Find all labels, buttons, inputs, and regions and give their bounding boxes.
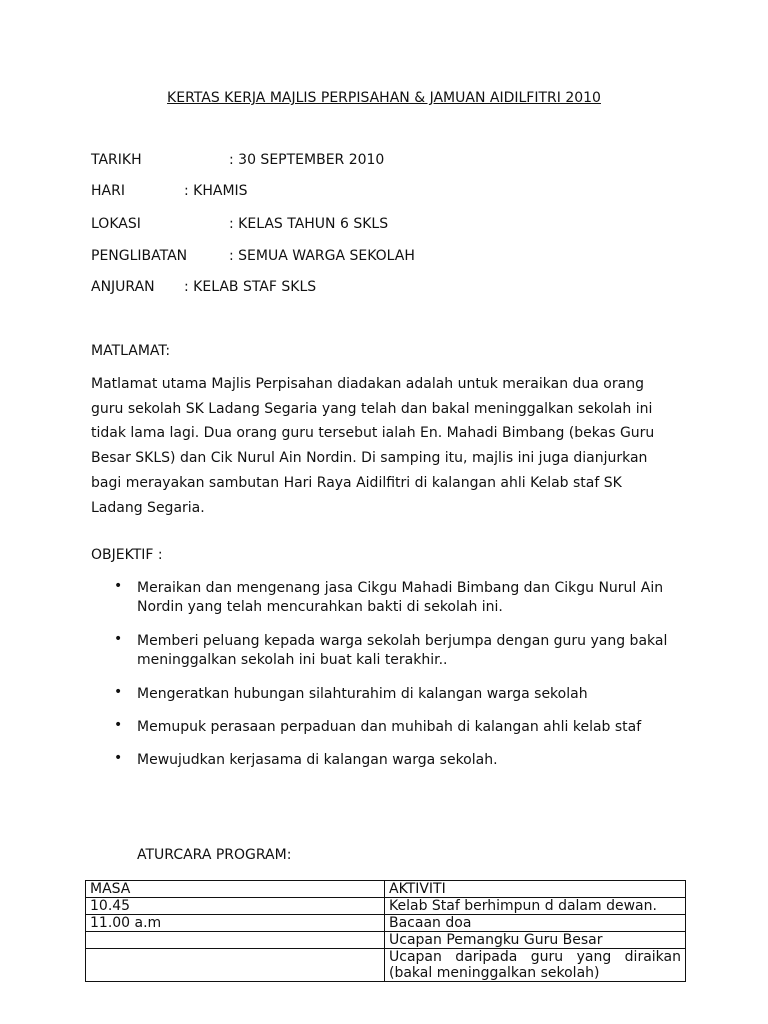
paragraph-line: Besar SKLS) dan Cik Nurul Ain Nordin. Di samping itu, majlis ini juga dianjurkan: [91, 450, 648, 467]
info-label-tarikh: TARIKH: [91, 152, 142, 168]
table-row: [86, 915, 686, 932]
info-label-anjuran: ANJURAN: [91, 279, 155, 295]
table-cell: Kelab Staf berhimpun d dalam dewan.: [385, 898, 686, 915]
info-label-penglibatan: PENGLIBATAN: [91, 248, 188, 264]
bullet-icon: •: [114, 631, 123, 647]
list-item-line: Memupuk perasaan perpaduan dan muhibah di kalangan ahli kelab staf: [137, 719, 642, 735]
matlamat-heading: MATLAMAT:: [91, 343, 171, 359]
list-item-line: Memberi peluang kepada warga sekolah berjumpa dengan guru yang bakal: [137, 633, 668, 649]
list-item: [137, 718, 641, 737]
list-item: [137, 685, 588, 704]
table-cell: 10.45: [86, 898, 385, 915]
table-row: [86, 932, 686, 949]
table-header-cell: AKTIVITI: [385, 881, 686, 898]
info-label-hari: HARI: [91, 183, 125, 199]
table-cell: [385, 949, 686, 982]
schedule-table: [85, 880, 686, 982]
list-item: [137, 751, 498, 770]
info-value-penglibatan: : SEMUA WARGA SEKOLAH: [229, 248, 415, 264]
table-cell: [86, 932, 385, 949]
table-cell: Ucapan Pemangku Guru Besar: [385, 932, 686, 949]
list-item: [137, 632, 667, 670]
paragraph-line: Matlamat utama Majlis Perpisahan diadakan adalah untuk meraikan dua orang: [91, 376, 644, 392]
table-header-cell: MASA: [86, 881, 385, 898]
document-title: KERTAS KERJA MAJLIS PERPISAHAN & JAMUAN AIDILFITRI 2010: [167, 90, 601, 106]
list-item-line: Mengeratkan hubungan silahturahim di kalangan warga sekolah: [137, 686, 588, 702]
bullet-icon: •: [114, 578, 123, 594]
paragraph-line: Ladang Segaria.: [91, 499, 205, 516]
list-item-line: Meraikan dan mengenang jasa Cikgu Mahadi Bimbang dan Cikgu Nurul Ain: [137, 580, 664, 596]
bullet-icon: •: [114, 684, 123, 700]
info-label-lokasi: LOKASI: [91, 216, 141, 232]
paragraph-line: bagi merayakan sambutan Hari Raya Aidilfitri di kalangan ahli Kelab staf SK: [91, 474, 622, 491]
paragraph-line: tidak lama lagi. Dua orang guru tersebut ialah En. Mahadi Bimbang (bekas Guru: [91, 425, 655, 442]
list-item: [137, 579, 663, 617]
aturcara-heading: ATURCARA PROGRAM:: [137, 847, 292, 863]
table-cell: [86, 949, 385, 982]
cell-line: Ucapan daripada guru yang diraikan: [389, 949, 681, 965]
paragraph-line: guru sekolah SK Ladang Segaria yang telah dan bakal meninggalkan sekolah ini: [91, 400, 653, 417]
cell-line: (bakal meninggalkan sekolah): [389, 965, 600, 981]
table-header-row: [86, 881, 686, 898]
info-value-lokasi: : KELAS TAHUN 6 SKLS: [229, 216, 389, 232]
table-row: [86, 949, 686, 982]
objektif-heading: OBJEKTIF :: [91, 547, 163, 563]
bullet-icon: •: [114, 750, 123, 766]
matlamat-paragraph: [91, 372, 691, 520]
list-item-line: Nordin yang telah mencurahkan bakti di sekolah ini.: [137, 599, 503, 615]
info-value-hari: : KHAMIS: [184, 183, 248, 199]
bullet-icon: •: [114, 717, 123, 733]
table-row: [86, 898, 686, 915]
list-item-line: meninggalkan sekolah ini buat kali terakhir..: [137, 652, 448, 668]
list-item-line: Mewujudkan kerjasama di kalangan warga sekolah.: [137, 752, 498, 768]
info-value-tarikh: : 30 SEPTEMBER 2010: [229, 152, 385, 168]
info-value-anjuran: : KELAB STAF SKLS: [184, 279, 317, 295]
table-cell: 11.00 a.m: [86, 915, 385, 932]
table-cell: Bacaan doa: [385, 915, 686, 932]
